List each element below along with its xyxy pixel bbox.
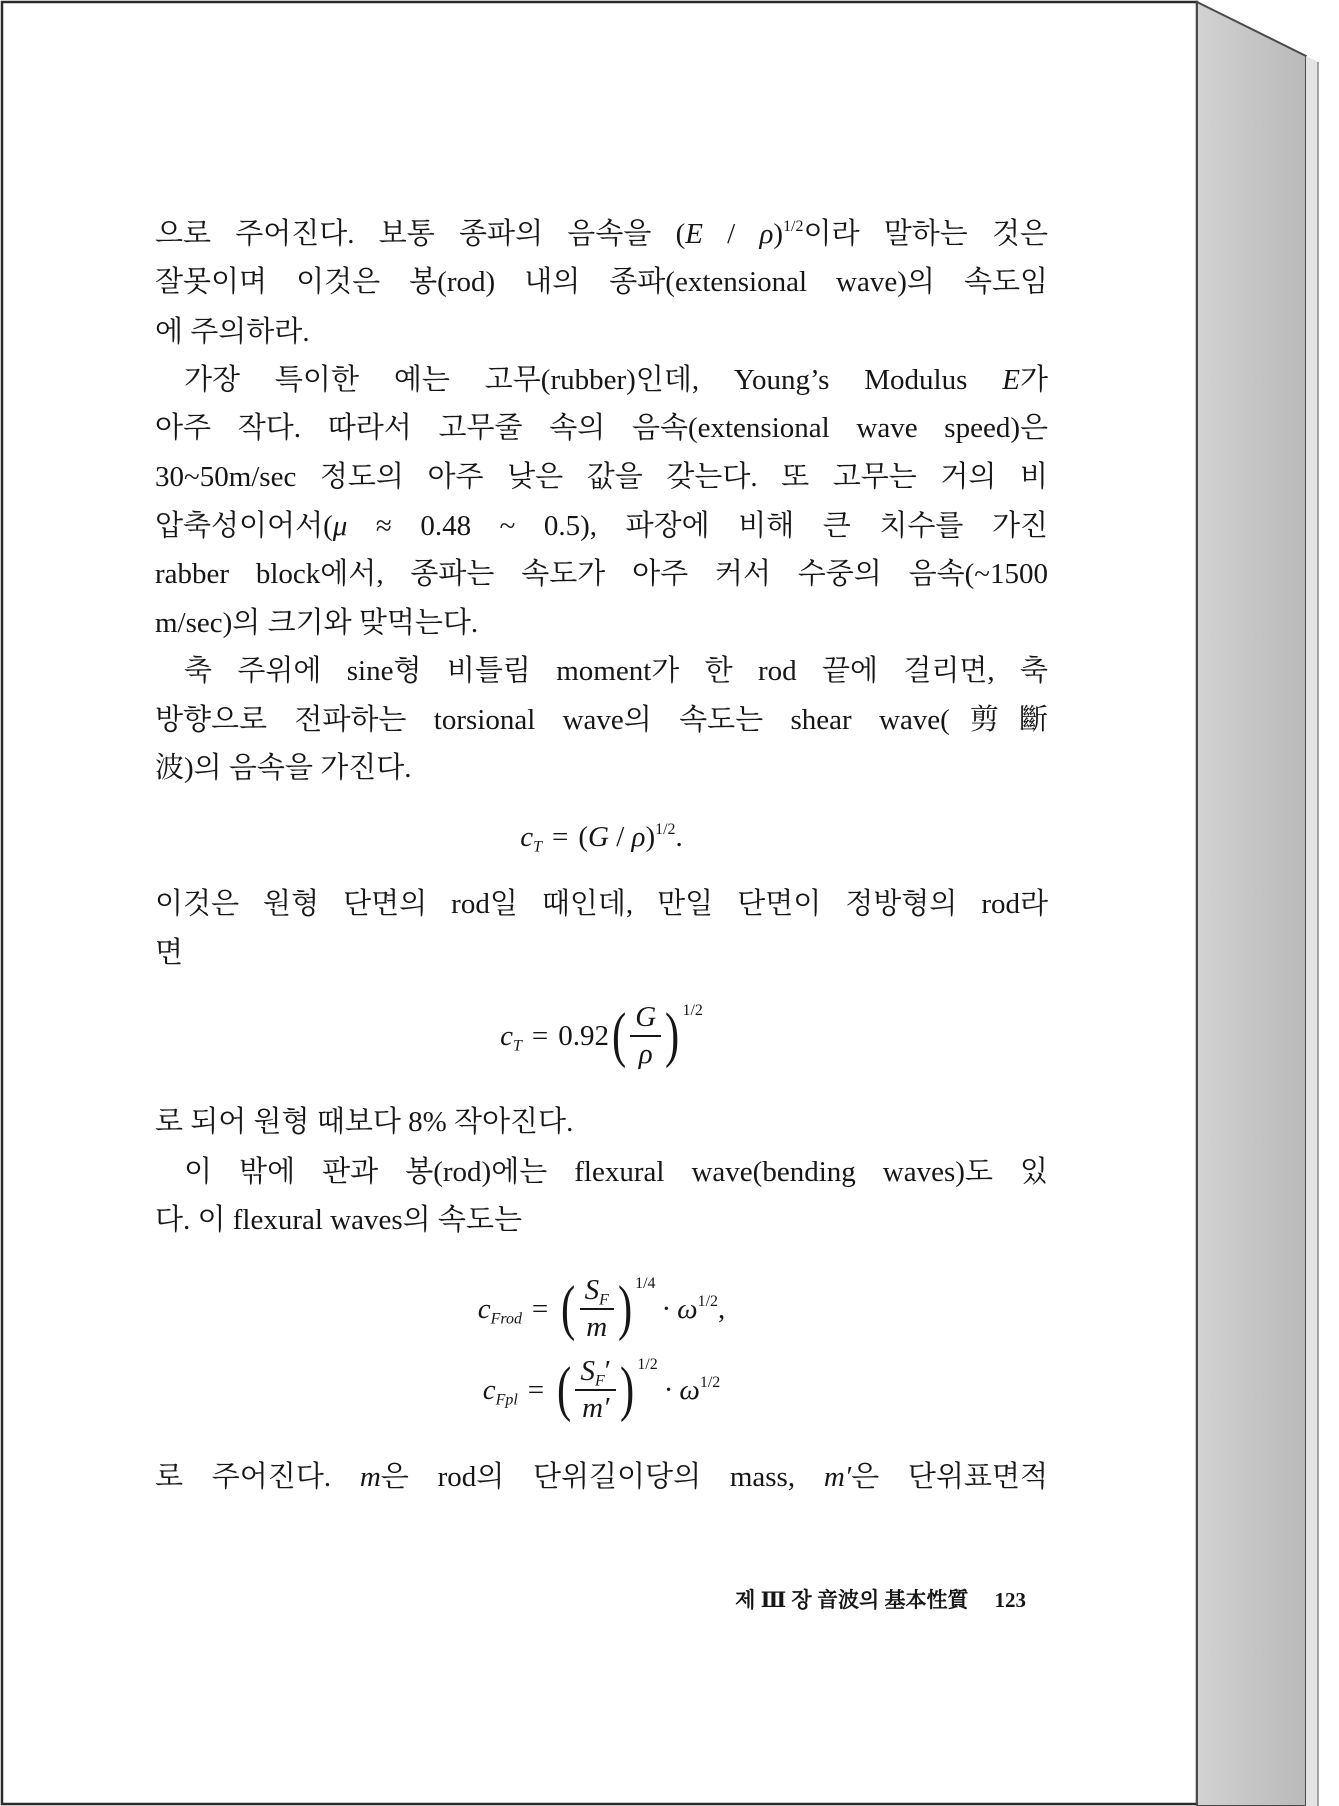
equation-flexural-plate-speed bbox=[155, 1350, 1048, 1430]
text-line bbox=[155, 1453, 1048, 1501]
eq-omega-group bbox=[677, 1293, 725, 1326]
text-line: 방향으로 전파하는 torsional wave의 속도는 shear wave(剪斷 bbox=[155, 704, 1048, 736]
text-line: 이 밖에 판과 봉(rod)에는 flexural wave(bending waves)도 있 bbox=[184, 1156, 1048, 1188]
running-chapter-title: 제 Ⅲ 장 音波의 基本性質 bbox=[735, 1588, 969, 1612]
eq-omega-exponent: 1/2 bbox=[697, 1292, 718, 1310]
eq-lhs: c bbox=[500, 1019, 513, 1052]
eq-lhs: c bbox=[520, 821, 534, 853]
eq-denominator: ρ bbox=[638, 1038, 653, 1070]
eq-variable-S: S bbox=[580, 1354, 595, 1387]
eq-lhs-subscript: T bbox=[513, 1037, 522, 1055]
text-line: 30~50m/sec 정도의 아주 낮은 값을 갖는다. 또 고무는 거의 비 bbox=[155, 461, 1048, 493]
variable-E: E bbox=[685, 218, 703, 250]
eq-lhs-subscript: T bbox=[533, 838, 542, 856]
variable-rho: ρ bbox=[759, 218, 774, 250]
text-segment: 압축성이어서( bbox=[155, 510, 333, 542]
eq-fraction bbox=[575, 1355, 616, 1426]
text-segment: 은 단위표면적 bbox=[851, 1461, 1048, 1493]
eq-slash: / bbox=[608, 821, 632, 853]
equation-flexural-rod-speed bbox=[155, 1269, 1048, 1349]
eq-lhs-group bbox=[500, 1020, 522, 1053]
eq-paren-open: ( bbox=[612, 1001, 627, 1069]
eq-fraction bbox=[630, 1001, 661, 1072]
eq-denominator: m′ bbox=[582, 1392, 610, 1424]
eq-fraction bbox=[580, 1274, 614, 1345]
text-line: 波)의 음속을 가진다. bbox=[155, 752, 412, 784]
eq-lhs: c bbox=[477, 1292, 491, 1325]
exponent: 1/2 bbox=[783, 218, 804, 236]
eq-paren-close: ) bbox=[617, 1274, 633, 1342]
text-line: 면 bbox=[155, 937, 184, 969]
eq-exponent: 1/2 bbox=[682, 1002, 703, 1019]
eq-lhs-group bbox=[478, 1293, 522, 1326]
eq-numerator-subscript: F bbox=[599, 1291, 609, 1309]
eq-period: . bbox=[675, 821, 683, 853]
eq-paren-open: ( bbox=[578, 821, 589, 853]
text-segment: 가 bbox=[1019, 364, 1048, 396]
variable-m-prime: m′ bbox=[823, 1461, 852, 1493]
eq-exponent: 1/4 bbox=[635, 1275, 656, 1292]
page-number: 123 bbox=[994, 1588, 1026, 1612]
eq-lhs: c bbox=[482, 1373, 496, 1406]
text-line: 아주 작다. 따라서 고무줄 속의 음속(extensional wave speed)은 bbox=[155, 412, 1048, 444]
eq-numerator-subscript: F bbox=[594, 1372, 605, 1390]
eq-lhs-subscript: Frod bbox=[490, 1310, 522, 1328]
eq-paren-open: ( bbox=[557, 1355, 572, 1423]
text-line: m/sec)의 크기와 맞먹는다. bbox=[155, 607, 479, 639]
eq-paren-close: ) bbox=[645, 821, 656, 853]
variable-mu: μ bbox=[332, 510, 348, 542]
eq-exponent: 1/2 bbox=[637, 1356, 658, 1373]
eq-paren-close: ) bbox=[620, 1355, 635, 1423]
text-line bbox=[184, 356, 1048, 404]
variable-E: E bbox=[1002, 364, 1020, 396]
text-line: 잘못이며 이것은 봉(rod) 내의 종파(extensional wave)의 속도임 bbox=[155, 266, 1048, 298]
eq-omega-group bbox=[679, 1374, 720, 1407]
text-segment: 은 rod의 단위길이당의 mass, bbox=[380, 1461, 824, 1493]
eq-lhs-subscript: Fpl bbox=[495, 1391, 518, 1409]
eq-dot: · bbox=[663, 1373, 674, 1406]
text-line: 에 주의하라. bbox=[155, 316, 310, 348]
eq-omega-exponent: 1/2 bbox=[699, 1373, 721, 1391]
text-line: 이것은 원형 단면의 rod일 때인데, 만일 단면이 정방형의 rod라 bbox=[155, 888, 1048, 920]
text-line bbox=[155, 502, 1048, 550]
eq-numerator-prime: ′ bbox=[604, 1354, 612, 1387]
eq-comma: , bbox=[718, 1292, 726, 1325]
eq-exponent: 1/2 bbox=[655, 821, 676, 839]
text-segment: ≈ 0.48 ~ 0.5), 파장에 비해 큰 치수를 가진 bbox=[347, 510, 1048, 542]
eq-denominator: m bbox=[586, 1311, 608, 1343]
text-segment: 이라 말하는 것은 bbox=[803, 218, 1048, 250]
text-line: 축 주위에 sine형 비틀림 moment가 한 rod 끝에 걸리면, 축 bbox=[184, 655, 1048, 687]
equation-torsional-speed bbox=[155, 812, 1048, 862]
text-segment: 로 주어진다. bbox=[155, 1461, 360, 1493]
text-line: rabber block에서, 종파는 속도가 아주 커서 수중의 음속(~1500 bbox=[155, 558, 1048, 590]
text-line: 다. 이 flexural waves의 속도는 bbox=[155, 1204, 522, 1236]
eq-variable-rho: ρ bbox=[631, 821, 646, 853]
eq-numerator bbox=[580, 1274, 614, 1310]
page-edge-side bbox=[1197, 2, 1306, 1806]
eq-numerator bbox=[575, 1355, 616, 1391]
eq-variable-omega: ω bbox=[677, 1292, 698, 1325]
text-line: 로 되어 원형 때보다 8% 작아진다. bbox=[155, 1106, 574, 1138]
eq-dot: · bbox=[661, 1292, 672, 1325]
eq-equals: = bbox=[527, 1373, 545, 1406]
eq-lhs-group bbox=[483, 1374, 518, 1407]
eq-equals: = bbox=[531, 1292, 549, 1325]
eq-paren-close: ) bbox=[665, 1001, 680, 1069]
eq-paren-open: ( bbox=[561, 1274, 576, 1342]
eq-equals: = bbox=[531, 1019, 549, 1052]
eq-variable-omega: ω bbox=[679, 1373, 700, 1406]
eq-variable-G: G bbox=[588, 821, 609, 853]
eq-coefficient: 0.92 bbox=[558, 1019, 609, 1052]
text-segment: / bbox=[702, 218, 760, 250]
text-segment: ) bbox=[773, 218, 784, 250]
eq-equals: = bbox=[551, 821, 569, 853]
variable-m: m bbox=[359, 1461, 381, 1493]
page-footer bbox=[640, 1585, 1026, 1615]
page-edge-shadow bbox=[1306, 56, 1318, 1806]
equation-square-rod-torsional-speed bbox=[155, 996, 1048, 1076]
text-segment: 으로 주어진다. 보통 종파의 음속을 ( bbox=[155, 218, 686, 250]
text-segment: 가장 특이한 예는 고무(rubber)인데, Young’s Modulus bbox=[184, 364, 1003, 396]
eq-variable-S: S bbox=[584, 1273, 600, 1306]
text-line bbox=[155, 210, 1048, 258]
eq-numerator: G bbox=[630, 1001, 661, 1037]
